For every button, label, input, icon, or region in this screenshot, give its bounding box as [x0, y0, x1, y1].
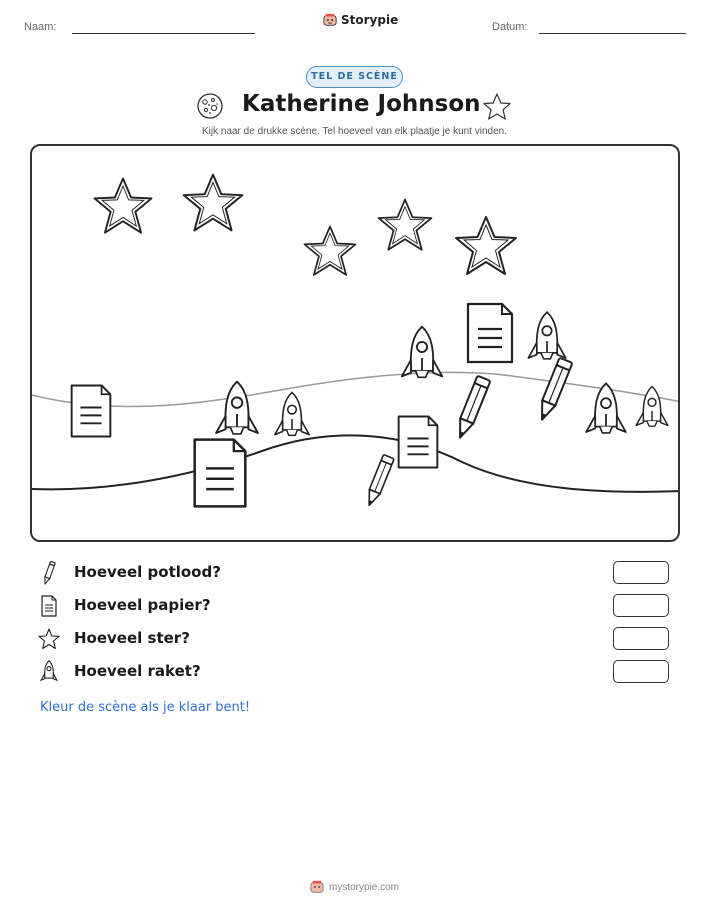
counting-scene [30, 144, 680, 542]
scene-star [184, 175, 243, 231]
footer [0, 880, 709, 894]
scene-star [305, 227, 356, 275]
scene-star [379, 200, 432, 250]
answer-box[interactable] [613, 561, 669, 584]
answer-box[interactable] [613, 660, 669, 683]
date-line [539, 33, 686, 34]
question-label: Hoeveel papier? [74, 596, 211, 614]
question-star [38, 625, 678, 653]
pencil-icon [38, 561, 60, 585]
scene-rocket [275, 392, 309, 435]
scene-rocket [528, 312, 565, 359]
scene-star [456, 217, 516, 274]
star-icon [38, 627, 60, 651]
paper-icon [38, 594, 60, 618]
answer-box[interactable] [613, 627, 669, 650]
instructions: Kijk naar de drukke scène. Tel hoeveel van elk plaatje je kunt vinden. [201, 126, 507, 137]
scene-pencil [454, 376, 491, 441]
scene-paper [195, 440, 246, 507]
page-title: Katherine Johnson [242, 91, 481, 117]
moon-icon [196, 92, 224, 120]
scene-pencil [364, 455, 394, 508]
name-line [72, 33, 255, 34]
scene-paper [72, 385, 111, 436]
question-pencil [38, 559, 678, 587]
question-rocket [38, 658, 678, 686]
date-label: Datum: [492, 21, 528, 33]
question-paper [38, 592, 678, 620]
scene-rocket [402, 327, 442, 378]
question-label: Hoeveel raket? [74, 662, 201, 680]
scene-rocket [216, 382, 258, 434]
footer-url[interactable]: mystorypie.com [328, 881, 399, 893]
brand-logo [323, 13, 398, 27]
coloring-note: Kleur de scène als je klaar bent! [40, 700, 251, 715]
brand-name: Storypie [341, 13, 399, 27]
question-label: Hoeveel potlood? [74, 563, 221, 581]
activity-badge: TEL DE SCÈNE [306, 66, 403, 88]
storypie-logo-icon [323, 13, 337, 27]
question-label: Hoeveel ster? [74, 629, 190, 647]
scene-rocket [636, 387, 668, 427]
scene-paper [468, 304, 512, 362]
scene-star [95, 179, 152, 233]
name-label: Naam: [24, 21, 57, 33]
scene-pencil [536, 358, 573, 423]
answer-box[interactable] [613, 594, 669, 617]
rocket-icon [38, 660, 60, 684]
scene-paper [399, 416, 438, 467]
star-icon [482, 92, 512, 122]
storypie-logo-icon [310, 880, 324, 894]
